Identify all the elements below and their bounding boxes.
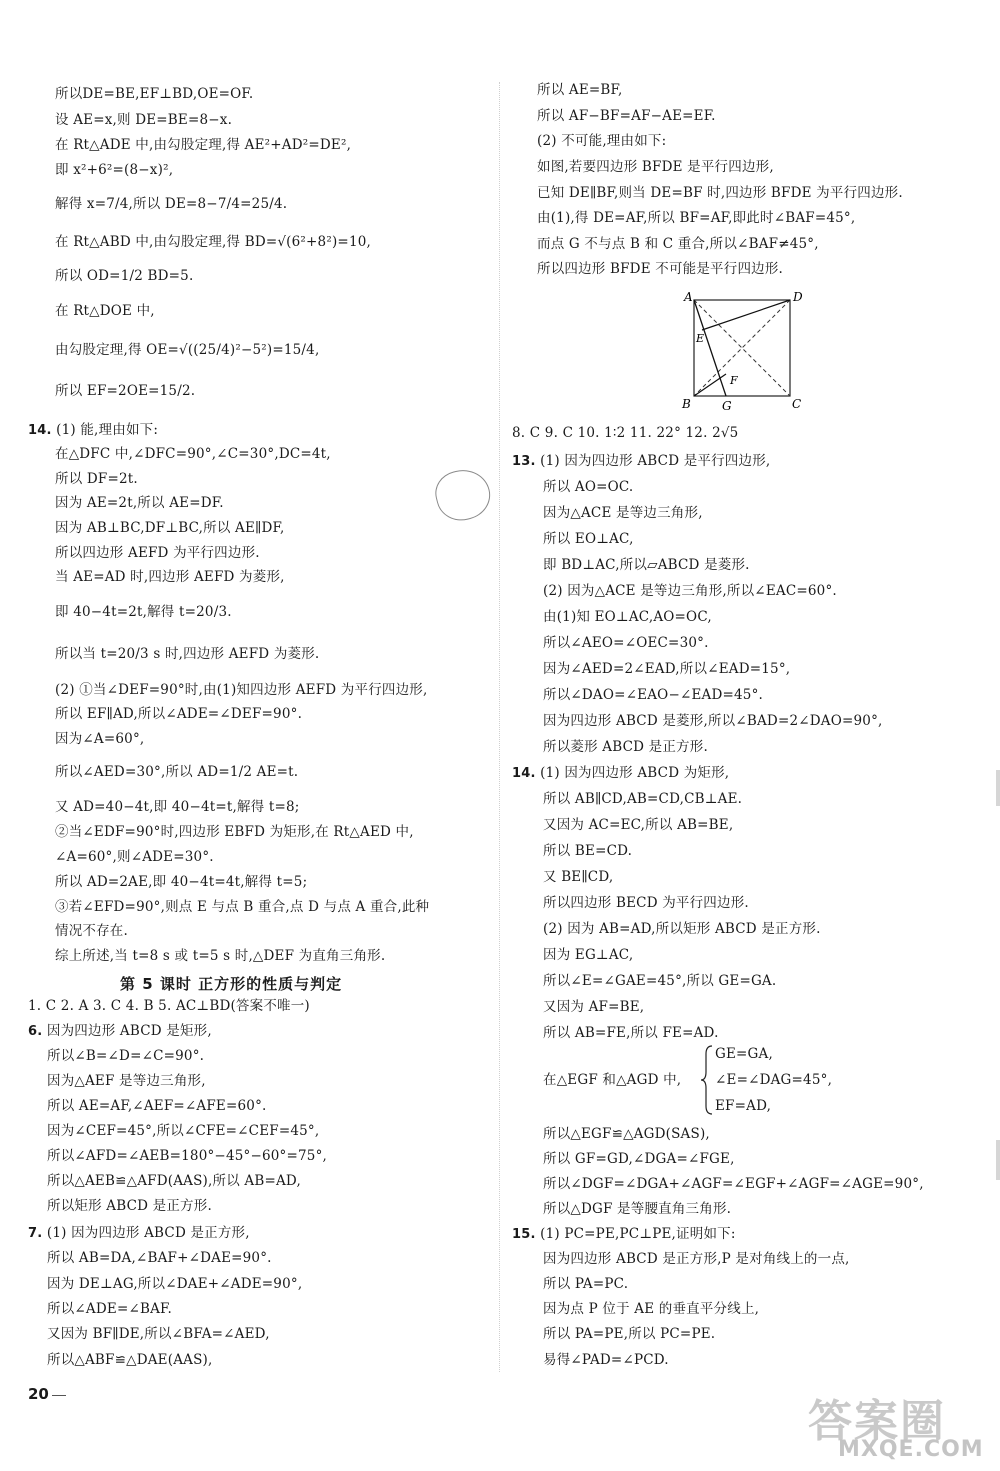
text-line: (2) 不可能,理由如下: [537,133,667,149]
text-line: 所以 EO⊥AC, [543,531,634,547]
question-15 [512,1224,736,1245]
square-abcd-figure [680,292,810,414]
text-line: 已知 DE∥BF,则当 DE=BF 时,四边形 BFDE 为平行四边形. [537,185,903,201]
text-line: 所以∠E=∠GAE=45°,所以 GE=GA. [543,973,777,989]
choice-answers: 1. C 2. A 3. C 4. B 5. AC⊥BD(答案不唯一) [28,998,310,1014]
question-text: (1) PC=PE,PC⊥PE,证明如下: [540,1226,736,1242]
text-line: 所以∠AFD=∠AEB=180°−45°−60°=75°, [47,1148,328,1164]
text-line: 因为 DE⊥AG,所以∠DAE+∠ADE=90°, [47,1276,303,1292]
question-14 [512,763,729,784]
text-line: 解得 x=7/4,所以 DE=8−7/4=25/4. [55,196,288,212]
question-number: 6. [28,1024,43,1039]
brace-line-2: ∠E=∠DAG=45°, [715,1072,833,1088]
left-brace-icon [700,1044,714,1116]
text-line: 所以△EGF≌△AGD(SAS), [543,1126,710,1142]
watermark-logo [798,1385,994,1469]
watermark-url: MXQE.COM [838,1437,984,1462]
question-text: (1) 因为四边形 ABCD 是正方形, [46,1225,250,1241]
label-e: E [696,332,705,345]
text-line: 因为∠AED=2∠EAD,所以∠EAD=15°, [543,661,791,677]
text-line: 又 AD=40−4t,即 40−4t=t,解得 t=8; [55,799,300,815]
text-line: 所以 AO=OC. [543,479,634,495]
text-line: 所以 AE=BF, [537,82,623,98]
text-line: ∠A=60°,则∠ADE=30°. [55,849,214,865]
label-f: F [730,374,738,387]
text-line: 所以△AEB≌△AFD(AAS),所以 AB=AD, [47,1173,301,1189]
question-6 [28,1021,212,1042]
label-g: G [722,399,732,413]
watermark-title: 答案圈 [808,1396,946,1447]
text-line: (2) ①当∠DEF=90°时,由(1)知四边形 AEFD 为平行四边形, [55,682,428,698]
text-line: 因为 EG⊥AC, [543,947,634,963]
text-line: 当 AE=AD 时,四边形 AEFD 为菱形, [55,569,285,585]
text-line: 又因为 AF=BE, [543,999,645,1015]
text-line: 所以 AF−BF=AF−AE=EF. [537,108,716,124]
text-line: 所以 AD=2AE,即 40−4t=4t,解得 t=5; [55,874,308,890]
text-line: 所以四边形 AEFD 为平行四边形. [55,545,260,561]
text-line: 所以 AE=AF,∠AEF=∠AFE=60°. [47,1098,267,1114]
text-line: 即 BD⊥AC,所以▱ABCD 是菱形. [543,557,750,573]
text-line: 易得∠PAD=∠PCD. [543,1352,669,1368]
text-line: 所以 AB=FE,所以 FE=AD. [543,1025,719,1041]
text-line: 综上所述,当 t=8 s 或 t=5 s 时,△DEF 为直角三角形. [55,948,386,964]
question-text: (1) 能,理由如下: [56,422,159,438]
label-a: A [684,292,693,304]
question-number: 14. [28,423,52,438]
question-number: 15. [512,1227,536,1242]
question-13 [512,451,770,472]
question-text: 因为四边形 ABCD 是矩形, [46,1023,212,1039]
stamp-mark [431,464,495,526]
text-line: 所以 GF=GD,∠DGA=∠FGE, [543,1151,735,1167]
text-line: 所以DE=BE,EF⊥BD,OE=OF. [55,86,254,102]
text-line: 所以 AB∥CD,AB=CD,CB⊥AE. [543,791,743,807]
text-line: 所以菱形 ABCD 是正方形. [543,739,708,755]
text-line: ②当∠EDF=90°时,四边形 EBFD 为矩形,在 Rt△AED 中, [55,824,414,840]
text-line: 因为 AE=2t,所以 AE=DF. [55,495,224,511]
label-d: D [793,292,803,304]
question-7 [28,1223,250,1244]
question-text: (1) 因为四边形 ABCD 是平行四边形, [540,453,771,469]
choice-answers: 8. C 9. C 10. 1∶2 11. 22° 12. 2√5 [512,425,739,441]
text-line: 所以 PA=PC. [543,1276,629,1292]
page-number-rule [52,1395,66,1396]
text-line: 在△DFC 中,∠DFC=90°,∠C=30°,DC=4t, [55,446,331,462]
text-line: 即 x²+6²=(8−x)², [55,162,174,178]
text-line: 在 Rt△ADE 中,由勾股定理,得 AE²+AD²=DE², [55,137,352,153]
text-line: 又 BE∥CD, [543,869,614,885]
text-line: ③若∠EFD=90°,则点 E 与点 B 重合,点 D 与点 A 重合,此种 [55,899,430,915]
text-line: 所以 DF=2t. [55,471,138,487]
text-line: 情况不存在. [55,923,128,939]
text-line: 所以矩形 ABCD 是正方形. [47,1198,212,1214]
label-c: C [792,397,802,411]
text-line: (2) 因为△ACE 是等边三角形,所以∠EAC=60°. [543,583,837,599]
question-number: 7. [28,1226,43,1241]
text-line: 因为四边形 ABCD 是菱形,所以∠BAD=2∠DAO=90°, [543,713,883,729]
text-line: 所以 EF=2OE=15/2. [55,383,196,399]
text-line: 所以四边形 BECD 为平行四边形. [543,895,749,911]
scan-edge-mark [996,770,1000,806]
text-line: 所以△ABF≌△DAE(AAS), [47,1352,213,1368]
text-line: 所以∠ADE=∠BAF. [47,1301,172,1317]
text-line: 又因为 BF∥DE,所以∠BFA=∠AED, [47,1326,270,1342]
segment-bf [694,374,726,396]
text-line: 因为 AB⊥BC,DF⊥BC,所以 AE∥DF, [55,520,285,536]
brace-line-1: GE=GA, [715,1046,773,1062]
text-line: 因为△ACE 是等边三角形, [543,505,703,521]
page-number: 20 [28,1385,49,1403]
text-line: 因为△AEF 是等边三角形, [47,1073,206,1089]
text-line: 所以△DGF 是等腰直角三角形. [543,1201,732,1217]
question-number: 13. [512,454,536,469]
question-14 [28,420,158,441]
text-line: 设 AE=x,则 DE=BE=8−x. [55,112,233,128]
text-line: 因为∠CEF=45°,所以∠CFE=∠CEF=45°, [47,1123,320,1139]
text-line: 因为∠A=60°, [55,731,145,747]
text-line: 所以当 t=20/3 s 时,四边形 AEFD 为菱形. [55,646,320,662]
text-line: 所以∠AED=30°,所以 AD=1/2 AE=t. [55,764,299,780]
text-line: 在△EGF 和△AGD 中, [543,1072,682,1088]
question-text: (1) 因为四边形 ABCD 为矩形, [540,765,730,781]
text-line: 所以∠DAO=∠EAO−∠EAD=45°. [543,687,764,703]
text-line: 在 Rt△DOE 中, [55,303,155,319]
section-title: 第 5 课时 正方形的性质与判定 [120,975,343,993]
text-line: 所以四边形 BFDE 不可能是平行四边形. [537,261,784,277]
text-line: 所以 OD=1/2 BD=5. [55,268,194,284]
text-line: 因为点 P 位于 AE 的垂直平分线上, [543,1301,760,1317]
text-line: 所以 PA=PE,所以 PC=PE. [543,1326,716,1342]
text-line: 如图,若要四边形 BFDE 是平行四边形, [537,159,774,175]
label-b: B [682,397,691,411]
text-line: 因为四边形 ABCD 是正方形,P 是对角线上的一点, [543,1251,850,1267]
text-line: 由(1)知 EO⊥AC,AO=OC, [543,609,712,625]
question-number: 14. [512,766,536,781]
text-line: 即 40−4t=2t,解得 t=20/3. [55,604,232,620]
text-line: 所以∠DGF=∠DGA+∠AGF=∠EGF+∠AGF=∠AGE=90°, [543,1176,924,1192]
segment-ag [694,300,726,396]
scan-edge-mark [996,1140,1000,1180]
text-line: (2) 因为 AB=AD,所以矩形 ABCD 是正方形. [543,921,821,937]
brace-line-3: EF=AD, [715,1098,772,1114]
text-line: 所以 BE=CD. [543,843,633,859]
text-line: 所以 EF∥AD,所以∠ADE=∠DEF=90°. [55,706,303,722]
text-line: 所以∠B=∠D=∠C=90°. [47,1048,205,1064]
text-line: 由勾股定理,得 OE=√((25/4)²−5²)=15/4, [55,342,320,358]
text-line: 又因为 AC=EC,所以 AB=BE, [543,817,734,833]
text-line: 所以∠AEO=∠OEC=30°. [543,635,709,651]
column-divider [499,82,500,1372]
text-line: 所以 AB=DA,∠BAF+∠DAE=90°. [47,1250,272,1266]
segment-de [702,300,790,330]
text-line: 由(1),得 DE=AF,所以 BF=AF,即此时∠BAF=45°, [537,210,856,226]
text-line: 而点 G 不与点 B 和 C 重合,所以∠BAF≠45°, [537,236,819,252]
text-line: 在 Rt△ABD 中,由勾股定理,得 BD=√(6²+8²)=10, [55,234,372,250]
